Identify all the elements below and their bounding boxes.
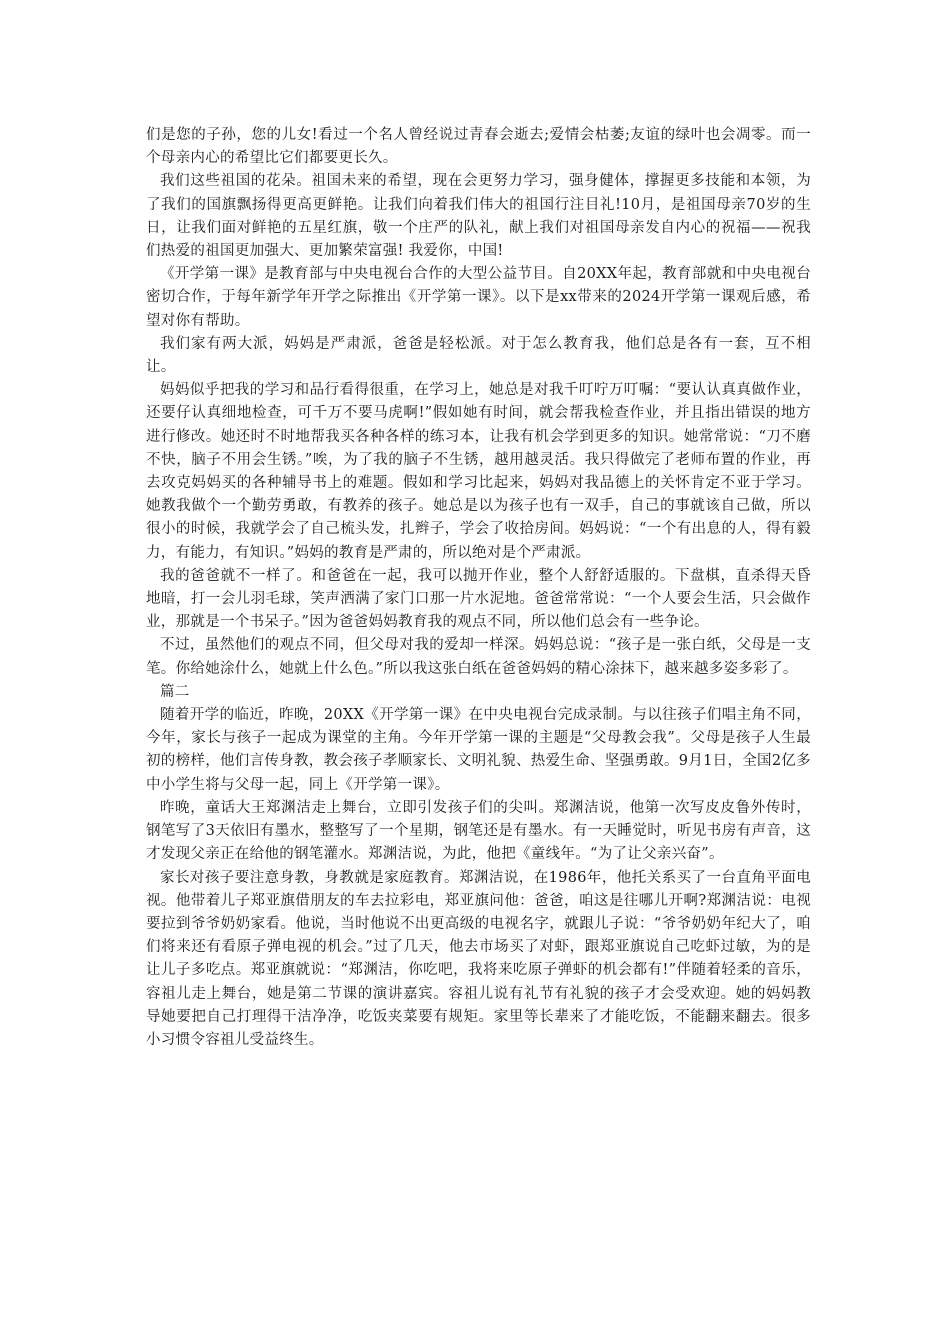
paragraph: 我们家有两大派，妈妈是严肃派，爸爸是轻松派。对于怎么教育我，他们总是各有一套，互不相让。	[146, 335, 811, 376]
paragraph: 家长对孩子要注意身教，身教就是家庭教育。郑渊洁说，在1986年，他托关系买了一台直角平面电视。他带着儿子郑亚旗借朋友的车去拉彩电，郑亚旗问他：爸爸，咱这是往哪儿开啊?郑渊洁说：电视要拉到爷爷奶奶家看。他说，当时他说不出更高级的电视名字，就跟儿子说：“爷爷奶奶年纪大了，咱们将来还有看原子弹电视的机会。”过了几天，他去市场买了对虾，跟郑亚旗说自己吃虾过敏，为的是让儿子多吃点。郑亚旗就说：“郑渊洁，你吃吧，我将来吃原子弹虾的机会都有!”伴随着轻柔的音乐，容祖儿走上舞台，她是第二节课的演讲嘉宾。容祖儿说有礼节有礼貌的孩子才会受欢迎。她的妈妈教导她要把自己打理得干洁净净，吃饭夹菜要有规矩。家里等长辈来了才能吃饭，不能翻来翻去。很多小习惯令容祖儿受益终生。	[146, 869, 811, 1048]
paragraph: 妈妈似乎把我的学习和品行看得很重，在学习上，她总是对我千叮咛万叮嘱：“要认认真真做作业，还要仔认真细地检查，可千万不要马虎啊!”假如她有时间，就会帮我检查作业，并且指出错误的地方进行修改。她还时不时地帮我买各种各样的练习本，让我有机会学到更多的知识。她常常说：“刀不磨不快，脑子不用会生锈。”唉，为了我的脑子不生锈，越用越灵活。我只得做完了老师布置的作业，再去攻克妈妈买的各种辅导书上的难题。假如和学习比起来，妈妈对我品德上的关怀肯定不亚于学习。她教我做个一个勤劳勇敢，有教养的孩子。她总是以为孩子也有一双手，自己的事就该自己做，所以很小的时候，我就学会了自己梳头发，扎辫子，学会了收拾房间。妈妈说：“一个有出息的人，得有毅力，有能力，有知识。”妈妈的教育是严肃的，所以绝对是个严肃派。	[146, 382, 811, 561]
paragraph-continuation: 们是您的子孙，您的儿女!看过一个名人曾经说过青春会逝去;爱情会枯萎;友谊的绿叶也会凋零。而一个母亲内心的希望比它们都要更长久。	[146, 127, 811, 167]
paragraph: 我们这些祖国的花朵。祖国未来的希望，现在会更努力学习，强身健体，撑握更多技能和本领，为了我们的国旗飘扬得更高更鲜艳。让我们向着我们伟大的祖国行注目礼!10月，是祖国母亲70岁的生日，让我们面对鲜艳的五星红旗，敬一个庄严的队礼，献上我们对祖国母亲发自内心的祝福——祝我们热爱的祖国更加强大、更加繁荣富强! 我爱你，中国!	[146, 173, 811, 260]
paragraph: 我的爸爸就不一样了。和爸爸在一起，我可以抛开作业，整个人舒舒适服的。下盘棋，直杀得天昏地暗，打一会儿羽毛球，笑声洒满了家门口那一片水泥地。爸爸常常说：“一个人要会生活，只会做作业，那就是一个书呆子。”因为爸爸妈妈教育我的观点不同，所以他们总会有一些争论。	[146, 567, 811, 631]
paragraph: 昨晚，童话大王郑渊洁走上舞台，立即引发孩子们的尖叫。郑渊洁说，他第一次写皮皮鲁外传时，钢笔写了3天依旧有墨水，整整写了一个星期，钢笔还是有墨水。有一天睡觉时，听见书房有声音，这才发现父亲正在给他的钢笔灌水。郑渊洁说，为此，他把《童线年。“为了让父亲兴奋”。	[146, 799, 811, 863]
paragraph: 不过，虽然他们的观点不同，但父母对我的爱却一样深。妈妈总说：“孩子是一张白纸，父母是一支笔。你给她涂什么，她就上什么色。”所以我这张白纸在爸爸妈妈的精心涂抹下，越来越多姿多彩了。	[146, 637, 811, 677]
paragraph: 随着开学的临近，昨晚，20XX《开学第一课》在中央电视台完成录制。与以往孩子们唱主角不同，今年，家长与孩子一起成为课堂的主角。今年开学第一课的主题是“父母教会我”。父母是孩子人生最初的榜样，他们言传身教，教会孩子孝顺家长、文明礼貌、热爱生命、坚强勇敢。9月1日，全国2亿多中小学生将与父母一起，同上《开学第一课》。	[146, 707, 811, 793]
document-body	[146, 124, 811, 1052]
paragraph: 《开学第一课》是教育部与中央电视台合作的大型公益节目。自20XX年起，教育部就和中央电视台密切合作，于每年新学年开学之际推出《开学第一课》。以下是xx带来的2024开学第一课观后感，希望对你有帮助。	[146, 266, 811, 329]
section-heading: 篇二	[160, 683, 190, 700]
